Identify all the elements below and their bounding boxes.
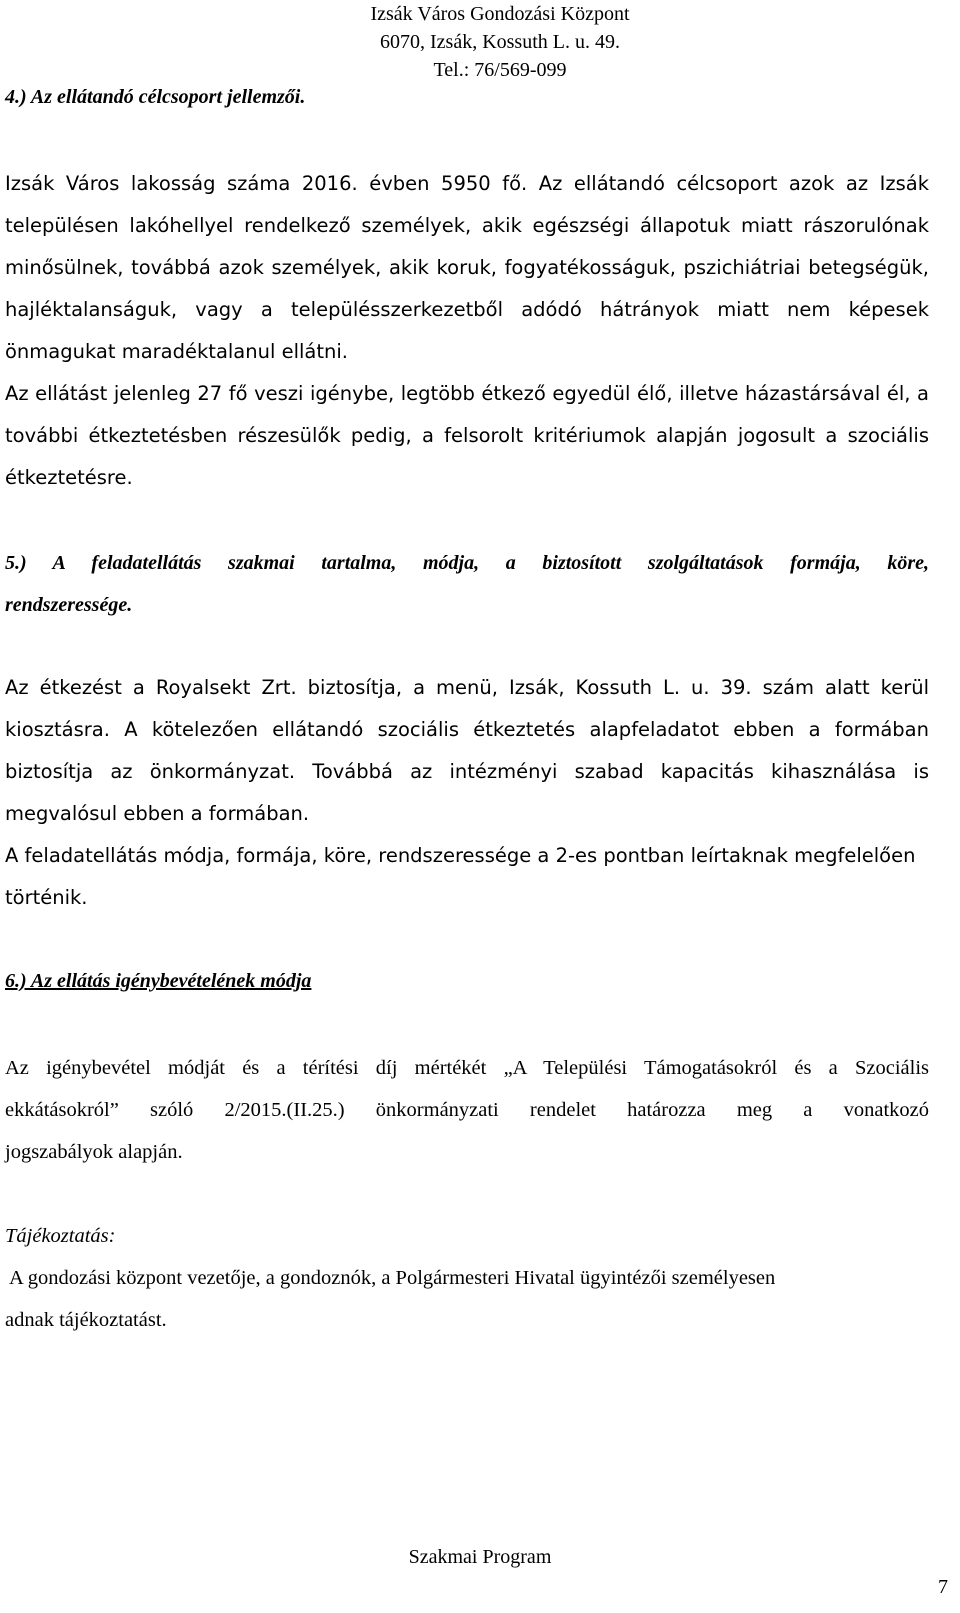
page-number: 7: [938, 1576, 948, 1598]
section-6-line-3: jogszabályok alapján.: [5, 1141, 183, 1163]
section-5-line-2: kiosztásra. A kötelezően ellátandó szociális étkeztetés alapfeladatot ebben a formában: [5, 718, 929, 741]
info-line-1: A gondozási központ vezetője, a gondoznók, a Polgármesteri Hivatal ügyintézői személyesen: [5, 1267, 776, 1289]
section-4-line-4: hajléktalanságuk, vagy a településszerkezetből adódó hátrányok miatt nem képesek: [5, 298, 929, 321]
section-4-heading: 4.) Az ellátandó célcsoport jellemzői.: [5, 86, 306, 108]
section-4-line-1: Izsák Város lakosság száma 2016. évben 5950 fő. Az ellátandó célcsoport azok az Izsák: [5, 172, 929, 195]
section-5-line-3: biztosítja az önkormányzat. Továbbá az intézményi szabad kapacitás kihasználása is: [5, 760, 929, 783]
section-6-line-2: ekkátásokról” szóló 2/2015.(II.25.) önkormányzati rendelet határozza meg a vonatkozó: [5, 1099, 929, 1121]
section-4-line-8: étkeztetésre.: [5, 466, 133, 489]
section-4-line-5: önmagukat maradéktalanul ellátni.: [5, 340, 348, 363]
section-5-line-6: történik.: [5, 886, 88, 909]
section-4-line-2: településen lakóhellyel rendelkező személyek, akik egészségi állapotuk miatt rászorulónak: [5, 214, 929, 237]
info-line-2: adnak tájékoztatást.: [5, 1309, 167, 1331]
section-5-heading-line-2: rendszeressége.: [5, 594, 133, 616]
section-6-heading: 6.) Az ellátás igénybevételének módja: [5, 970, 312, 992]
section-6-line-1: Az igénybevétel módját és a térítési díj mértékét „A Települési Támogatásokról és a Szociális: [5, 1057, 929, 1079]
header-address: 6070, Izsák, Kossuth L. u. 49.: [380, 31, 620, 53]
section-4-line-3: minősülnek, továbbá azok személyek, akik koruk, fogyatékosságuk, pszichiátriai betegségük,: [5, 256, 929, 279]
info-label: Tájékoztatás:: [5, 1225, 116, 1247]
section-5-line-5: A feladatellátás módja, formája, köre, rendszeressége a 2-es pontban leírtaknak megfelelően: [5, 844, 916, 867]
footer-title: Szakmai Program: [408, 1546, 552, 1568]
section-4-line-6: Az ellátást jelenleg 27 fő veszi igénybe, legtöbb étkező egyedül élő, illetve házastársával él, a: [5, 382, 929, 405]
section-5-line-1: Az étkezést a Royalsekt Zrt. biztosítja, a menü, Izsák, Kossuth L. u. 39. szám alatt kerül: [5, 676, 929, 699]
section-5-line-4: megvalósul ebben a formában.: [5, 802, 310, 825]
header-phone: Tel.: 76/569-099: [433, 59, 567, 81]
section-5-heading-line-1: 5.) A feladatellátás szakmai tartalma, módja, a biztosított szolgáltatások formája, köre,: [5, 552, 929, 574]
header-institution-name: Izsák Város Gondozási Központ: [370, 3, 630, 25]
section-4-line-7: további étkeztetésben részesülők pedig, a felsorolt kritériumok alapján jogosult a szociális: [5, 424, 929, 447]
